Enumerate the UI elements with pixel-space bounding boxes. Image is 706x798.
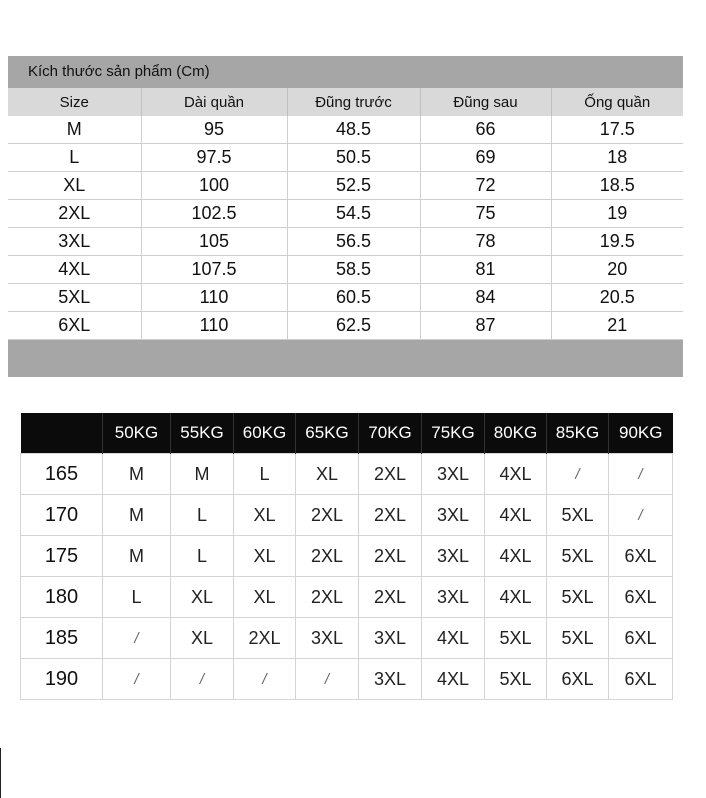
- recommended-size-cell: 6XL: [547, 659, 609, 700]
- weight-row: [21, 536, 673, 577]
- measurement-cell: 87: [420, 312, 551, 340]
- recommended-size-cell: 4XL: [422, 659, 485, 700]
- recommended-size-cell: 3XL: [422, 454, 485, 495]
- weight-row: [21, 495, 673, 536]
- recommended-size-cell: L: [234, 454, 296, 495]
- measurement-cell: 48.5: [287, 116, 420, 144]
- recommended-size-cell: M: [171, 454, 234, 495]
- size-label: 5XL: [8, 284, 141, 312]
- size-chart-row: [8, 228, 683, 256]
- height-label: 165: [21, 454, 103, 495]
- weight-header: 85KG: [547, 413, 609, 454]
- size-chart-table: [8, 88, 683, 340]
- measurement-cell: 62.5: [287, 312, 420, 340]
- height-label: 170: [21, 495, 103, 536]
- recommended-size-cell: 2XL: [234, 618, 296, 659]
- measurement-cell: 21: [551, 312, 683, 340]
- measurement-cell: 58.5: [287, 256, 420, 284]
- recommended-size-cell: 2XL: [359, 577, 422, 618]
- size-chart-header-row: [8, 88, 683, 116]
- recommended-size-cell: XL: [296, 454, 359, 495]
- weight-height-table: [20, 413, 673, 700]
- edge-divider: [0, 748, 1, 798]
- weight-height-chart: [20, 413, 672, 700]
- measurement-cell: 110: [141, 312, 287, 340]
- measurement-cell: 105: [141, 228, 287, 256]
- recommended-size-cell: 6XL: [609, 618, 673, 659]
- size-label: 3XL: [8, 228, 141, 256]
- size-label: 2XL: [8, 200, 141, 228]
- measurement-cell: 69: [420, 144, 551, 172]
- recommended-size-cell: 3XL: [359, 618, 422, 659]
- measurement-cell: 95: [141, 116, 287, 144]
- recommended-size-cell: 6XL: [609, 659, 673, 700]
- recommended-size-cell: L: [171, 495, 234, 536]
- measurement-cell: 20.5: [551, 284, 683, 312]
- measurement-cell: 107.5: [141, 256, 287, 284]
- recommended-size-cell: 3XL: [422, 495, 485, 536]
- size-label: M: [8, 116, 141, 144]
- recommended-size-cell: 5XL: [485, 659, 547, 700]
- size-label: 4XL: [8, 256, 141, 284]
- height-label: 180: [21, 577, 103, 618]
- measurement-cell: 84: [420, 284, 551, 312]
- measurement-cell: 72: [420, 172, 551, 200]
- weight-row: [21, 454, 673, 495]
- recommended-size-cell: 5XL: [547, 536, 609, 577]
- measurement-cell: 100: [141, 172, 287, 200]
- weight-header: 50KG: [103, 413, 171, 454]
- weight-header: 65KG: [296, 413, 359, 454]
- recommended-size-cell: 6XL: [609, 536, 673, 577]
- recommended-size-cell: 2XL: [359, 495, 422, 536]
- measurement-cell: 19: [551, 200, 683, 228]
- recommended-size-cell: 4XL: [485, 495, 547, 536]
- recommended-size-cell: /: [609, 495, 673, 536]
- size-chart-row: [8, 200, 683, 228]
- height-label: 190: [21, 659, 103, 700]
- measurement-cell: 18.5: [551, 172, 683, 200]
- recommended-size-cell: /: [234, 659, 296, 700]
- weight-row: [21, 659, 673, 700]
- header-leg-opening: Ống quần: [551, 88, 683, 116]
- size-chart-title: Kích thước sản phẩm (Cm): [8, 56, 683, 88]
- size-chart-row: [8, 116, 683, 144]
- measurement-cell: 66: [420, 116, 551, 144]
- recommended-size-cell: 2XL: [296, 536, 359, 577]
- size-chart-row: [8, 144, 683, 172]
- measurement-cell: 102.5: [141, 200, 287, 228]
- height-label: 185: [21, 618, 103, 659]
- measurement-cell: 78: [420, 228, 551, 256]
- measurement-cell: 60.5: [287, 284, 420, 312]
- weight-header-corner: [21, 413, 103, 454]
- recommended-size-cell: 2XL: [359, 454, 422, 495]
- size-label: XL: [8, 172, 141, 200]
- measurement-cell: 75: [420, 200, 551, 228]
- measurement-cell: 20: [551, 256, 683, 284]
- recommended-size-cell: 5XL: [547, 577, 609, 618]
- weight-header-row: [21, 413, 673, 454]
- measurement-cell: 18: [551, 144, 683, 172]
- recommended-size-cell: /: [609, 454, 673, 495]
- size-chart-footer-bar: [8, 340, 683, 377]
- recommended-size-cell: M: [103, 495, 171, 536]
- recommended-size-cell: XL: [234, 577, 296, 618]
- size-chart-row: [8, 256, 683, 284]
- recommended-size-cell: 3XL: [422, 577, 485, 618]
- measurement-cell: 56.5: [287, 228, 420, 256]
- weight-header: 80KG: [485, 413, 547, 454]
- size-chart-row: [8, 284, 683, 312]
- size-chart: [8, 56, 683, 377]
- recommended-size-cell: /: [171, 659, 234, 700]
- size-chart-row: [8, 172, 683, 200]
- measurement-cell: 110: [141, 284, 287, 312]
- measurement-cell: 17.5: [551, 116, 683, 144]
- header-front-rise: Đũng trước: [287, 88, 420, 116]
- recommended-size-cell: XL: [234, 536, 296, 577]
- weight-row: [21, 577, 673, 618]
- measurement-cell: 50.5: [287, 144, 420, 172]
- height-label: 175: [21, 536, 103, 577]
- recommended-size-cell: /: [296, 659, 359, 700]
- header-back-rise: Đũng sau: [420, 88, 551, 116]
- recommended-size-cell: 2XL: [296, 577, 359, 618]
- recommended-size-cell: 4XL: [485, 454, 547, 495]
- size-label: 6XL: [8, 312, 141, 340]
- recommended-size-cell: 2XL: [359, 536, 422, 577]
- weight-header: 70KG: [359, 413, 422, 454]
- measurement-cell: 54.5: [287, 200, 420, 228]
- recommended-size-cell: 3XL: [296, 618, 359, 659]
- weight-header: 60KG: [234, 413, 296, 454]
- size-label: L: [8, 144, 141, 172]
- measurement-cell: 97.5: [141, 144, 287, 172]
- weight-row: [21, 618, 673, 659]
- recommended-size-cell: XL: [171, 618, 234, 659]
- recommended-size-cell: 6XL: [609, 577, 673, 618]
- header-length: Dài quần: [141, 88, 287, 116]
- recommended-size-cell: /: [103, 618, 171, 659]
- weight-header: 90KG: [609, 413, 673, 454]
- weight-header: 55KG: [171, 413, 234, 454]
- recommended-size-cell: 4XL: [422, 618, 485, 659]
- recommended-size-cell: 5XL: [547, 618, 609, 659]
- weight-header: 75KG: [422, 413, 485, 454]
- recommended-size-cell: 5XL: [547, 495, 609, 536]
- measurement-cell: 52.5: [287, 172, 420, 200]
- recommended-size-cell: 4XL: [485, 577, 547, 618]
- recommended-size-cell: 3XL: [422, 536, 485, 577]
- recommended-size-cell: L: [103, 577, 171, 618]
- measurement-cell: 81: [420, 256, 551, 284]
- recommended-size-cell: XL: [234, 495, 296, 536]
- recommended-size-cell: /: [103, 659, 171, 700]
- recommended-size-cell: /: [547, 454, 609, 495]
- recommended-size-cell: M: [103, 454, 171, 495]
- recommended-size-cell: L: [171, 536, 234, 577]
- recommended-size-cell: 4XL: [485, 536, 547, 577]
- header-size: Size: [8, 88, 141, 116]
- recommended-size-cell: 3XL: [359, 659, 422, 700]
- recommended-size-cell: 5XL: [485, 618, 547, 659]
- recommended-size-cell: XL: [171, 577, 234, 618]
- recommended-size-cell: M: [103, 536, 171, 577]
- size-chart-row: [8, 312, 683, 340]
- recommended-size-cell: 2XL: [296, 495, 359, 536]
- measurement-cell: 19.5: [551, 228, 683, 256]
